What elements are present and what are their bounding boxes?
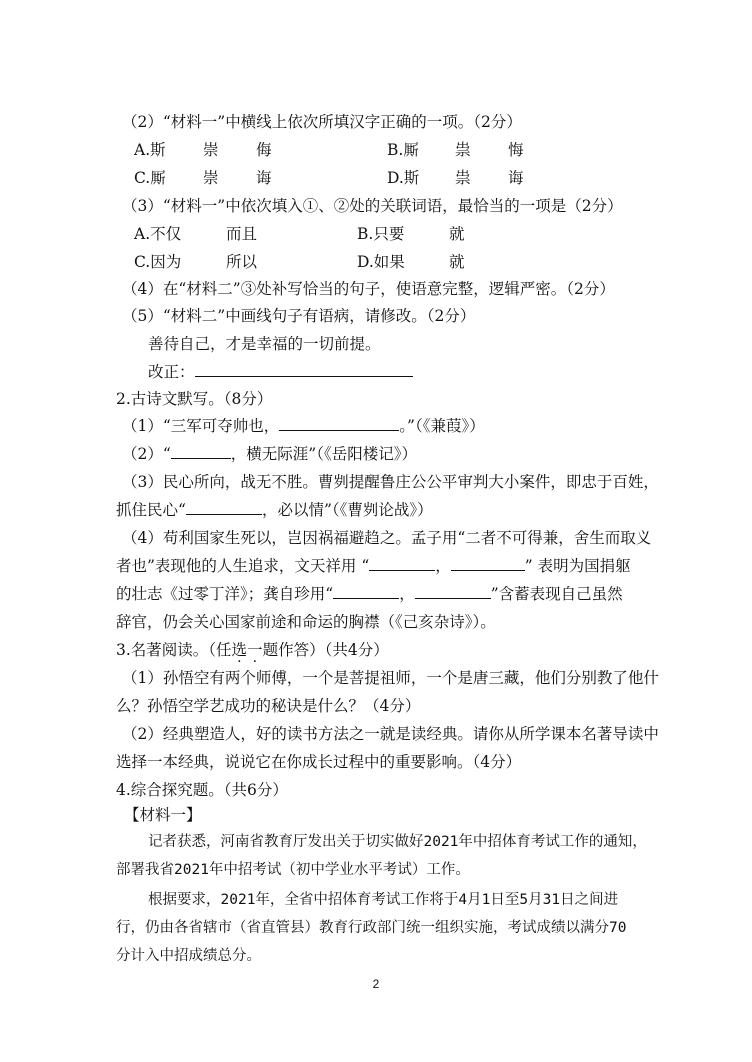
page-number: 2 <box>372 977 380 991</box>
sec4-title: 4.综合探究题。（共6分） <box>116 781 288 799</box>
sec2-item-4-line1: （4）苟利国家生死以，岂因祸福避趋之。孟子用“二者不可得兼，舍生而取义 <box>122 529 652 547</box>
sec2-blank-4d[interactable] <box>415 584 491 599</box>
sec2-blank-4a[interactable] <box>369 556 435 571</box>
q5-stem: （5）“材料二”中画线句子有语病，请修改。（2分） <box>122 307 476 325</box>
q5-fix-line <box>148 362 413 382</box>
sec3-title: 3.名著阅读。（任选一题作答）（共4分） <box>116 641 389 659</box>
sec3-q1-line2: 么？孙悟空学艺成功的秘诀是什么？（4分） <box>116 697 421 715</box>
q5-sentence: 善待自己，才是幸福的一切前提。 <box>148 335 381 353</box>
sec2-item-1: （1）“三军可夺帅也， 。”（《兼葭》） <box>122 417 485 435</box>
sec2-blank-3[interactable] <box>186 500 262 515</box>
q2-stem: （2）“材料一”中横线上依次所填汉字正确的一项。（2分） <box>122 113 522 131</box>
material-one-p2-line3: 分计入中招成绩总分。 <box>116 948 261 964</box>
sec2-blank-2[interactable] <box>171 444 231 459</box>
material-one-p2-line2: 行，仍由各省辖市（省直管县）教育行政部门统一组织实施，考试成绩以满分70 <box>116 920 627 936</box>
material-one-label: 【材料一】 <box>124 806 202 824</box>
sec2-item-2: （2）“ ，横无际涯”（《岳阳楼记》） <box>122 445 417 463</box>
material-one-p1-line1: 记者获悉，河南省教育厅发出关于切实做好2021年中招体育考试工作的通知， <box>148 834 647 850</box>
sec2-item-4-line4: 辞官，仍会关心国家前途和命运的胸襟（《己亥杂诗》）。 <box>116 613 496 631</box>
q4-stem: （4）在“材料二”③处补写恰当的句子，使语意完整，逻辑严密。（2分） <box>122 280 615 298</box>
sec2-item-3-line2: 抓住民心“ ，必以情”（《曹刿论战》） <box>116 501 433 519</box>
sec2-title: 2.古诗文默写。（8分） <box>116 390 273 408</box>
sec2-blank-1[interactable] <box>279 416 399 431</box>
sec3-q1-line1: （1）孙悟空有两个师傅，一个是菩提祖师，一个是唐三藏，他们分别教了他什 <box>122 669 659 687</box>
sec3-q2-line2: 选择一本经典，说说它在你成长过程中的重要影响。（4分） <box>116 753 522 771</box>
q3-stem: （3）“材料一”中依次填入①、②处的关联词语，最恰当的一项是（2分） <box>122 197 623 215</box>
sec3-q2-line1: （2）经典塑造人，好的读书方法之一就是读经典。请你从所学课本名著导读中 <box>122 725 659 743</box>
sec2-item-4-line3: 的壮志《过零丁洋》；龚自珍用“ ， ”含蓄表现自己虽然 <box>116 585 623 603</box>
sec2-item-4-line2: 者也”表现他的人生追求，文天祥用 “ ， ” 表明为国捐躯 <box>116 557 631 575</box>
sec2-blank-4b[interactable] <box>451 556 525 571</box>
q5-answer-blank[interactable] <box>195 362 413 377</box>
sec2-blank-4c[interactable] <box>333 584 399 599</box>
material-one-p1-line2: 部署我省2021年中招考试（初中学业水平考试）工作。 <box>116 862 470 878</box>
sec2-item-3-line1: （3）民心所向，战无不胜。曹刿提醒鲁庄公公平审判大小案件，即忠于百姓， <box>122 473 659 491</box>
material-one-p2-line1: 根据要求，2021年，全省中招体育考试工作将于4月1日至5月31日之间进 <box>148 892 619 908</box>
q5-fix-label: 改正： <box>148 363 195 381</box>
